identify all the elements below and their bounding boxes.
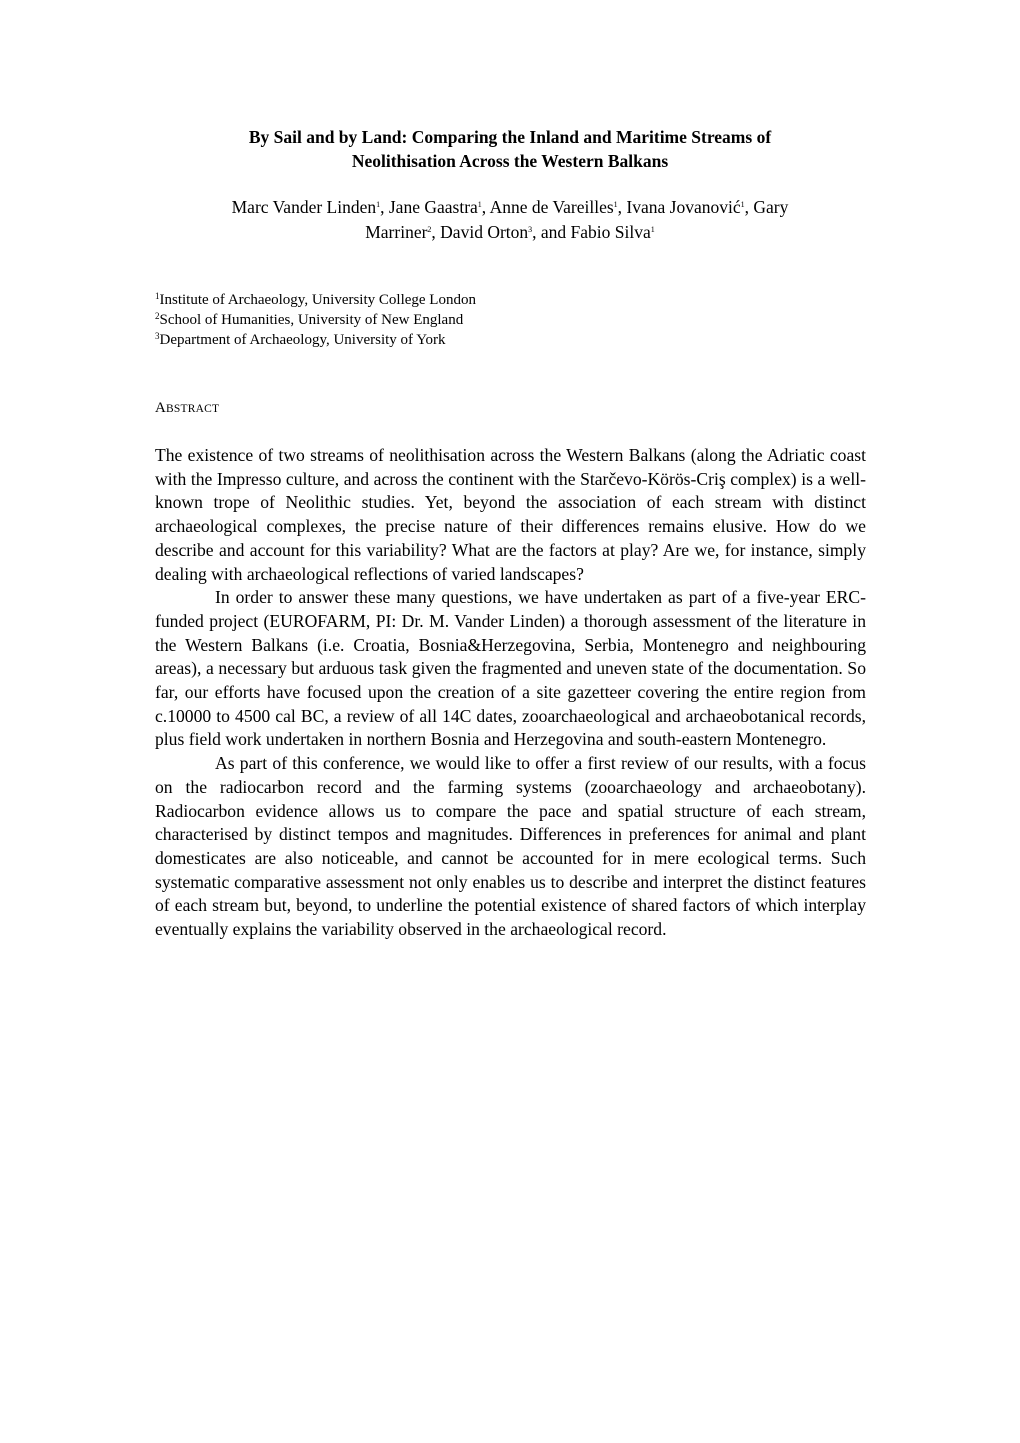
affiliation-item [155, 330, 755, 350]
abstract-heading-rest: BSTRACT [166, 403, 220, 415]
paper-title [160, 125, 860, 173]
affiliation-text: Department of Archaeology, University of York [159, 332, 446, 348]
affiliation-text: School of Humanities, University of New England [159, 312, 464, 328]
author-name: , Ivana Jovanović [617, 197, 741, 217]
author-name: Marriner [365, 222, 428, 242]
author-affiliation-mark: 1 [740, 200, 745, 209]
affiliation-number: 3 [155, 331, 160, 341]
author-list [140, 195, 880, 245]
affiliation-number: 1 [155, 291, 160, 301]
author-affiliation-mark: 1 [376, 200, 381, 209]
abstract-paragraph-1: The existence of two streams of neolithisation across the Western Balkans (along the Adriatic coast with the Impresso culture, and across the continent with the Starčevo-Körös-Criş complex) is a well-known trope of Neolithic studies. Yet, beyond the association of each stream with distinct archaeological complexes, the precise nature of their differences remains elusive. How do we describe and account for this variability? What are the factors at play? Are we, for instance, simply dealing with archaeological reflections of varied landscapes? [155, 445, 866, 584]
author-name: , David Orton [431, 222, 529, 242]
affiliation-item [155, 290, 755, 310]
abstract-body [155, 444, 866, 942]
author-affiliation-mark: 2 [427, 225, 432, 234]
author-name: Marc Vander Linden [231, 197, 377, 217]
abstract-heading-initial: A [155, 400, 167, 416]
author-name: , Anne de Vareilles [481, 197, 614, 217]
author-name: , Jane Gaastra [380, 197, 478, 217]
title-line-2: Neolithisation Across the Western Balkans [351, 151, 669, 171]
author-name: , and Fabio Silva [532, 222, 651, 242]
abstract-heading [155, 400, 219, 417]
author-line-1 [140, 195, 880, 220]
affiliation-number: 2 [155, 311, 160, 321]
author-name: , Gary [744, 197, 789, 217]
author-line-2 [140, 220, 880, 245]
affiliation-text: Institute of Archaeology, University College London [159, 292, 476, 308]
author-affiliation-mark: 1 [613, 200, 618, 209]
title-line-1: By Sail and by Land: Comparing the Inland and Maritime Streams of [248, 127, 772, 147]
author-affiliation-mark: 1 [650, 225, 655, 234]
abstract-paragraph-3: As part of this conference, we would like to offer a first review of our results, with a focus on the radiocarbon record and the farming systems (zooarchaeology and archaeobotany). Radiocarbon evidence allows us to compare the pace and spatial structure of each stream, characterised by distinct tempos and magnitudes. Differences in preferences for animal and plant domesticates are also noticeable, and cannot be accounted for in mere ecological terms. Such systematic comparative assessment not only enables us to describe and interpret the distinct features of each stream but, beyond, to underline the potential existence of shared factors of which interplay eventually explains the variability observed in the archaeological record. [155, 753, 866, 940]
author-affiliation-mark: 3 [528, 225, 533, 234]
affiliation-item [155, 310, 755, 330]
author-affiliation-mark: 1 [477, 200, 482, 209]
affiliation-list [155, 290, 755, 350]
abstract-paragraph-2: In order to answer these many questions, we have undertaken as part of a five-year ERC-funded project (EUROFARM, PI: Dr. M. Vander Linden) a thorough assessment of the literature in the Western Balkans (i.e. Croatia, Bosnia&Herzegovina, Serbia, Montenegro and neighbouring areas), a necessary but arduous task given the fragmented and uneven state of the documentation. So far, our efforts have focused upon the creation of a site gazetteer covering the entire region from c.10000 to 4500 cal BC, a review of all 14C dates, zooarchaeological and archaeobotanical records, plus field work undertaken in northern Bosnia and Herzegovina and south-eastern Montenegro. [155, 587, 866, 750]
